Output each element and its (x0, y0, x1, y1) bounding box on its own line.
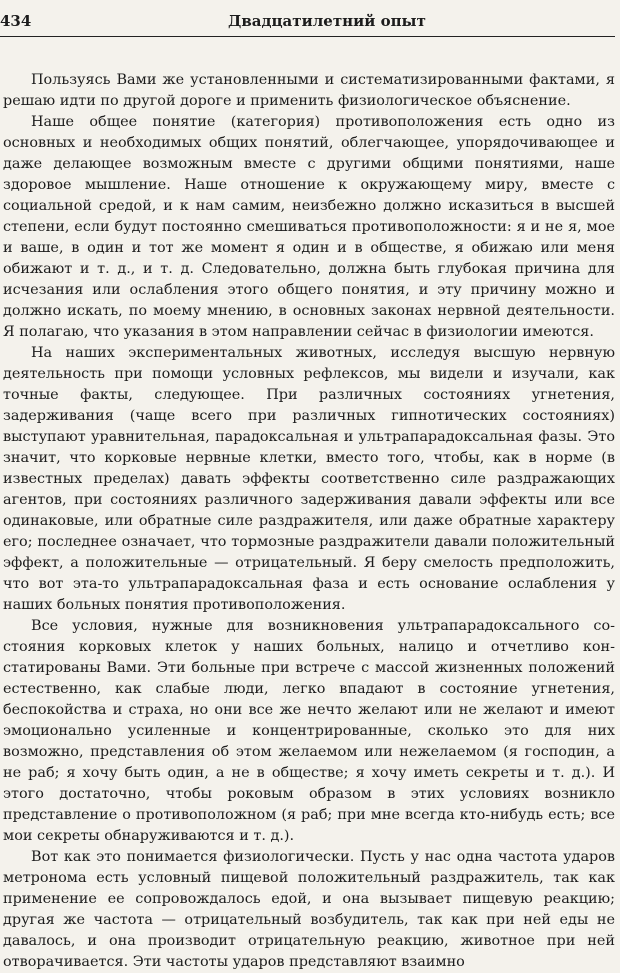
paragraph: Все условия, нужные для возникновения ультрапарадоксального состояния корковых клеток у наших больных, налицо и отчетливо констатированы Вами. Эти больные при встрече с массой жизненных положений естественно, как слабые люди, легко впадают в состояние угнетения, беспокойства и страха, но они все же нечто желают или не желают и имеют эмоционально усиленные и концентрированные, сколько это для них возможно, представления об этом желаемом или нежелаемом (я господин, а не раб; я хочу быть один, а не в обществе; я хочу иметь секреты и т. д.). И этого достаточно, чтобы роковым образом в этих условиях возникло представление о противоположном (я раб; при мне всегда кто-нибудь есть; все мои секреты обнаруживаются и т. д.). (3, 618, 615, 844)
paragraph: На наших экспериментальных животных, исследуя высшую нервную деятельность при помощи условных рефлексов, мы видели и изучали, как точные факты, следующее. При различных состояниях угнетения, задерживания (чаще всего при различных гипнотических состояниях) выступают уравнительная, парадоксальная и ультрапарадоксальная фазы. Это значит, что корковые нервные клетки, вместо того, чтобы, как в норме (в известных пределах) давать эффекты соответственно силе раздражающих агентов, при состояниях различного задерживания давали эффекты или все одинаковые, или обратные силе раздражителя, или даже обратные характеру его; последнее означает, что тормозные раздражители давали положительный эффект, а положительные — отрицательный. Я беру смелость предположить, что вот эта-то ультрапарадоксальная фаза и есть основание ослабления у наших больных понятия противоположения. (3, 345, 615, 613)
page-number: 434 (0, 12, 32, 30)
running-title: Двадцатилетний опыт (228, 12, 426, 30)
page-header (0, 10, 615, 37)
paragraph: Пользуясь Вами же установленными и систематизированными фактами, я решаю идти по другой дороге и применить физиологическое объяснение. (3, 72, 615, 109)
body-text (3, 70, 615, 973)
paragraph: Наше общее понятие (категория) противоположения есть одно из основных и необходимых общих понятий, облегчающее, упорядочивающее и даже делающее возможным вместе с другими общими понятиями, наше здоровое мышление. Наше отношение к окружающему миру, вместе с социальной средой, и к нам самим, неизбежно должно исказиться в высшей степени, если будут постоянно смешиваться противоположности: я и не я, мое и ваше, в один и тот же момент я один и в обществе, я обижаю или меня обижают и т. д., и т. д. Следовательно, должна быть глубокая причина для исчезания или ослабления этого общего понятия, и эту причину можно и должно искать, по моему мнению, в основных законах нервной деятельности. Я полагаю, что указания в этом направлении сейчас в физиологии имеются. (3, 114, 615, 340)
paragraph: Вот как это понимается физиологически. Пусть у нас одна частота ударов метронома есть условный пищевой положительный раздражитель, так как применение ее сопровождалось едой, и она вызывает пищевую реакцию; другая же частота — отрицательный возбудитель, так как при ней еды не давалось, и она производит отрицательную реакцию, животное при ней отворачивается. Эти частоты ударов представляют взаимно (3, 849, 615, 970)
